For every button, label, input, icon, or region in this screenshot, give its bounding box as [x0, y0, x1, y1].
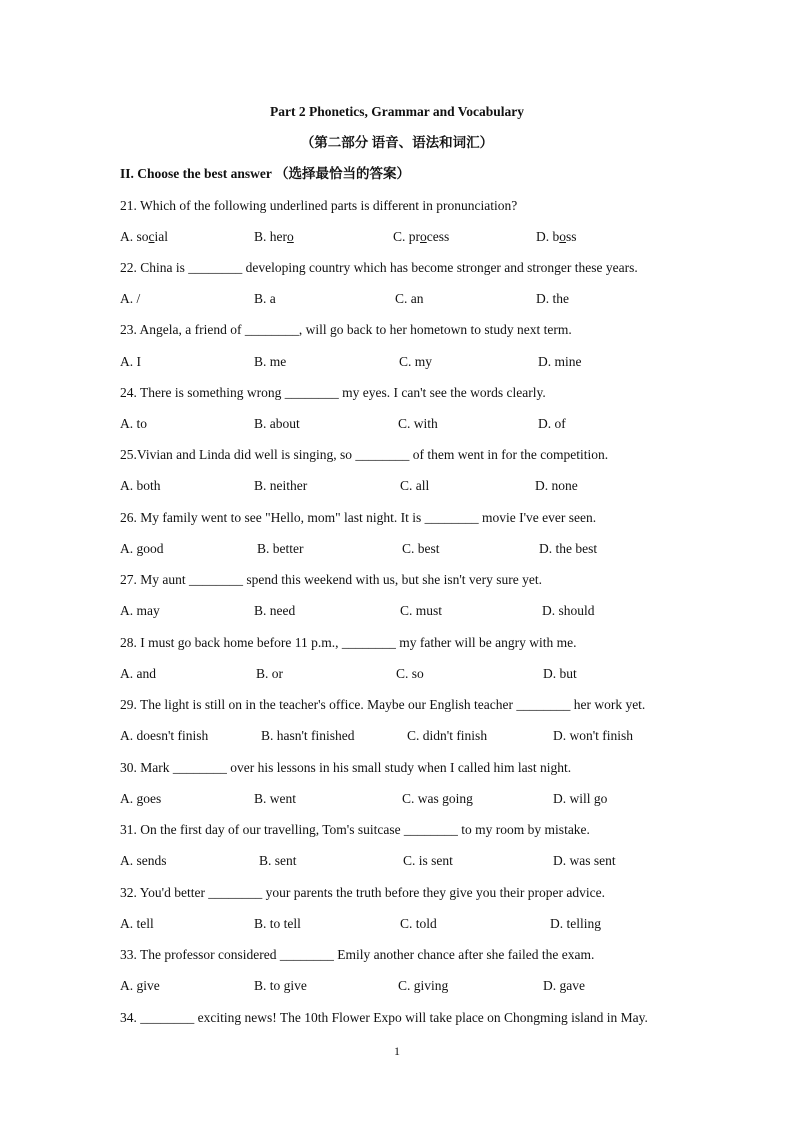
question-33-option-d: D. gave [543, 978, 585, 993]
question-22-option-d: D. the [536, 291, 569, 306]
question-29-option-b: B. hasn't finished [261, 728, 355, 743]
question-21-option-b: B. hero [254, 229, 294, 244]
question-26-option-b: B. better [257, 541, 304, 556]
question-27-option-d: D. should [542, 603, 595, 618]
question-25-option-b: B. neither [254, 478, 308, 493]
page-number: 1 [394, 1044, 400, 1058]
question-31-option-a: A. sends [120, 853, 167, 868]
question-31-stem: 31. On the first day of our travelling, Tom's suitcase ________ to my room by mistake. [120, 822, 590, 837]
question-30-option-c: C. was going [402, 791, 473, 806]
question-28-option-c: C. so [396, 666, 424, 681]
question-22-option-c: C. an [395, 291, 424, 306]
question-28-stem: 28. I must go back home before 11 p.m., ________ my father will be angry with me. [120, 635, 577, 650]
part-subtitle: （第二部分 语音、语法和词汇） [300, 135, 494, 150]
question-33-option-a: A. give [120, 978, 160, 993]
question-28-option-b: B. or [256, 666, 283, 681]
question-22-stem: 22. China is ________ developing country which has become stronger and stronger these years. [120, 260, 638, 275]
question-25-option-d: D. none [535, 478, 578, 493]
question-25-option-c: C. all [400, 478, 430, 493]
question-22-option-b: B. a [254, 291, 276, 306]
question-29-option-d: D. won't finish [553, 728, 634, 743]
question-33-stem: 33. The professor considered ________ Emily another chance after she failed the exam. [120, 947, 595, 962]
question-26-option-a: A. good [120, 541, 164, 556]
question-21-option-a: A. social [120, 229, 169, 244]
question-23-stem: 23. Angela, a friend of ________, will go back to her hometown to study next term. [120, 322, 572, 337]
question-31-option-d: D. was sent [553, 853, 616, 868]
question-32-option-b: B. to tell [254, 916, 301, 931]
section-heading: II. Choose the best answer （选择最恰当的答案） [120, 166, 411, 181]
question-22-option-a: A. / [120, 291, 141, 306]
question-30-option-b: B. went [254, 791, 296, 806]
question-24-option-c: C. with [398, 416, 438, 431]
question-29-stem: 29. The light is still on in the teacher's office. Maybe our English teacher ________ her work yet. [120, 697, 646, 712]
question-24-stem: 24. There is something wrong ________ my eyes. I can't see the words clearly. [120, 385, 546, 400]
question-24-option-d: D. of [538, 416, 566, 431]
question-24-option-a: A. to [120, 416, 147, 431]
question-23-option-d: D. mine [538, 354, 582, 369]
question-27-stem: 27. My aunt ________ spend this weekend with us, but she isn't very sure yet. [120, 572, 543, 587]
question-23-option-c: C. my [399, 354, 433, 369]
question-25-stem: 25.Vivian and Linda did well is singing, so ________ of them went in for the competition. [120, 447, 609, 462]
question-21-option-c: C. process [393, 229, 450, 244]
question-30-option-a: A. goes [120, 791, 162, 806]
question-26-option-c: C. best [402, 541, 440, 556]
question-30-stem: 30. Mark ________ over his lessons in his small study when I called him last night. [120, 760, 572, 775]
question-32-option-c: C. told [400, 916, 437, 931]
question-32-option-d: D. telling [550, 916, 601, 931]
part-title: Part 2 Phonetics, Grammar and Vocabulary [270, 104, 524, 119]
question-21-stem: 21. Which of the following underlined parts is different in pronunciation? [120, 198, 518, 213]
question-27-option-c: C. must [400, 603, 443, 618]
question-29-option-a: A. doesn't finish [120, 728, 209, 743]
question-28-option-d: D. but [543, 666, 577, 681]
question-21-option-d: D. boss [536, 229, 577, 244]
question-23-option-a: A. I [120, 354, 141, 369]
question-29-option-c: C. didn't finish [407, 728, 488, 743]
question-31-option-b: B. sent [259, 853, 297, 868]
question-27-option-b: B. need [254, 603, 296, 618]
question-33-option-c: C. giving [398, 978, 449, 993]
question-24-option-b: B. about [254, 416, 300, 431]
question-25-option-a: A. both [120, 478, 161, 493]
question-26-option-d: D. the best [539, 541, 598, 556]
question-32-option-a: A. tell [120, 916, 154, 931]
question-33-option-b: B. to give [254, 978, 307, 993]
question-34-stem: 34. ________ exciting news! The 10th Flower Expo will take place on Chongming island in May. [120, 1010, 648, 1025]
question-23-option-b: B. me [254, 354, 287, 369]
question-31-option-c: C. is sent [403, 853, 453, 868]
question-26-stem: 26. My family went to see "Hello, mom" last night. It is ________ movie I've ever seen. [120, 510, 597, 525]
question-32-stem: 32. You'd better ________ your parents the truth before they give you their proper advice. [120, 885, 605, 900]
question-28-option-a: A. and [120, 666, 156, 681]
question-27-option-a: A. may [120, 603, 160, 618]
question-30-option-d: D. will go [553, 791, 608, 806]
